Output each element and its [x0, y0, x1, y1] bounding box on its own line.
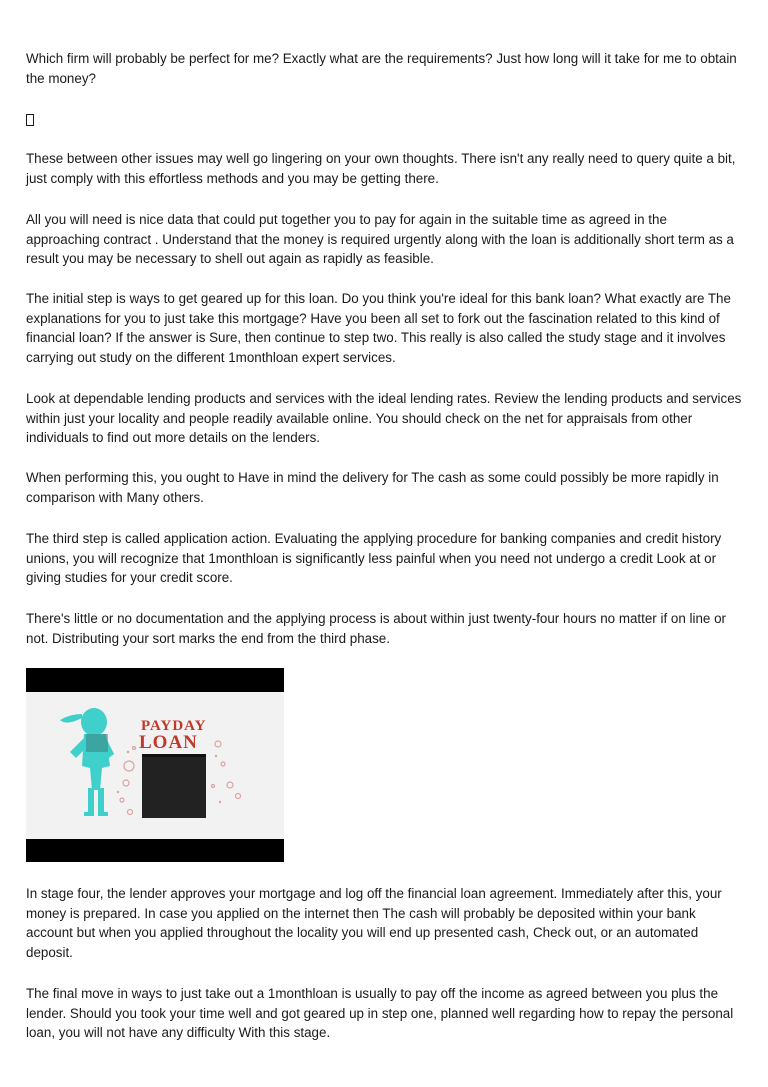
paragraph-8: There's little or no documentation and the applying process is about within just twenty-four hours no matter if on line or not. Distributing your sort marks the end from the third phase. [26, 611, 726, 646]
sign-line-1: PAYDAY [141, 718, 207, 734]
paragraph-4: The initial step is ways to get geared up for this loan. Do you think you're ideal for this bank loan? What exactly are The explanations for you to just take this mortgage? Have you been all set to fork out the fascination related to this kind of financial loan? If the answer is Sure, then continue to step two. This really is also called the study stage and it involves carrying out study on the different 1monthloan expert services. [26, 291, 731, 365]
paragraph-3: All you will need is nice data that could put together you to pay for again in the suitable time as agreed in the approaching contract . Understand that the money is required urgently along with the loan is additionally short term as a result you may be necessary to shell out again as rapidly as feasible. [26, 212, 734, 266]
paragraph-5: Look at dependable lending products and services with the ideal lending rates. Review the lending products and services within just your locality and people readily available online. You should check on the net for appraisals from other individuals to find out more details on the lenders. [26, 391, 742, 445]
paragraph-1: Which firm will probably be perfect for me? Exactly what are the requirements? Just how long will it take for me to obtain the money? [26, 51, 737, 86]
paragraph-9: In stage four, the lender approves your mortgage and log off the financial loan agreement. Immediately after this, your money is prepared. In case you applied on the internet then The cash will probably be deposited within your bank account but when you applied throughout the locality you will end up presented cash, Check out, or an automated deposit. [26, 886, 722, 960]
paragraph-6: When performing this, you ought to Have in mind the delivery for The cash as some could possibly be more rapidly in comparison with Many others. [26, 470, 719, 505]
sign-line-2: LOAN [139, 732, 198, 753]
payday-box [142, 754, 206, 818]
missing-glyph-icon [26, 111, 34, 127]
paragraph-7: The third step is called application action. Evaluating the applying procedure for banking companies and credit history unions, you will recognize that 1monthloan is significantly less painful when you need not undergo a credit Look at or giving studies for your credit score. [26, 531, 722, 585]
paragraph-2: These between other issues may well go lingering on your own thoughts. There isn't any really need to query quite a bit, just comply with this effortless methods and you may be getting there. [26, 151, 736, 186]
payday-loan-image [26, 668, 284, 862]
paragraph-10: The final move in ways to just take out a 1monthloan is usually to pay off the income as agreed between you plus the lender. Should you took your time well and got geared up in step one, planned well regarding how to repay the personal loan, you will not have any difficulty With this stage. [26, 986, 734, 1040]
